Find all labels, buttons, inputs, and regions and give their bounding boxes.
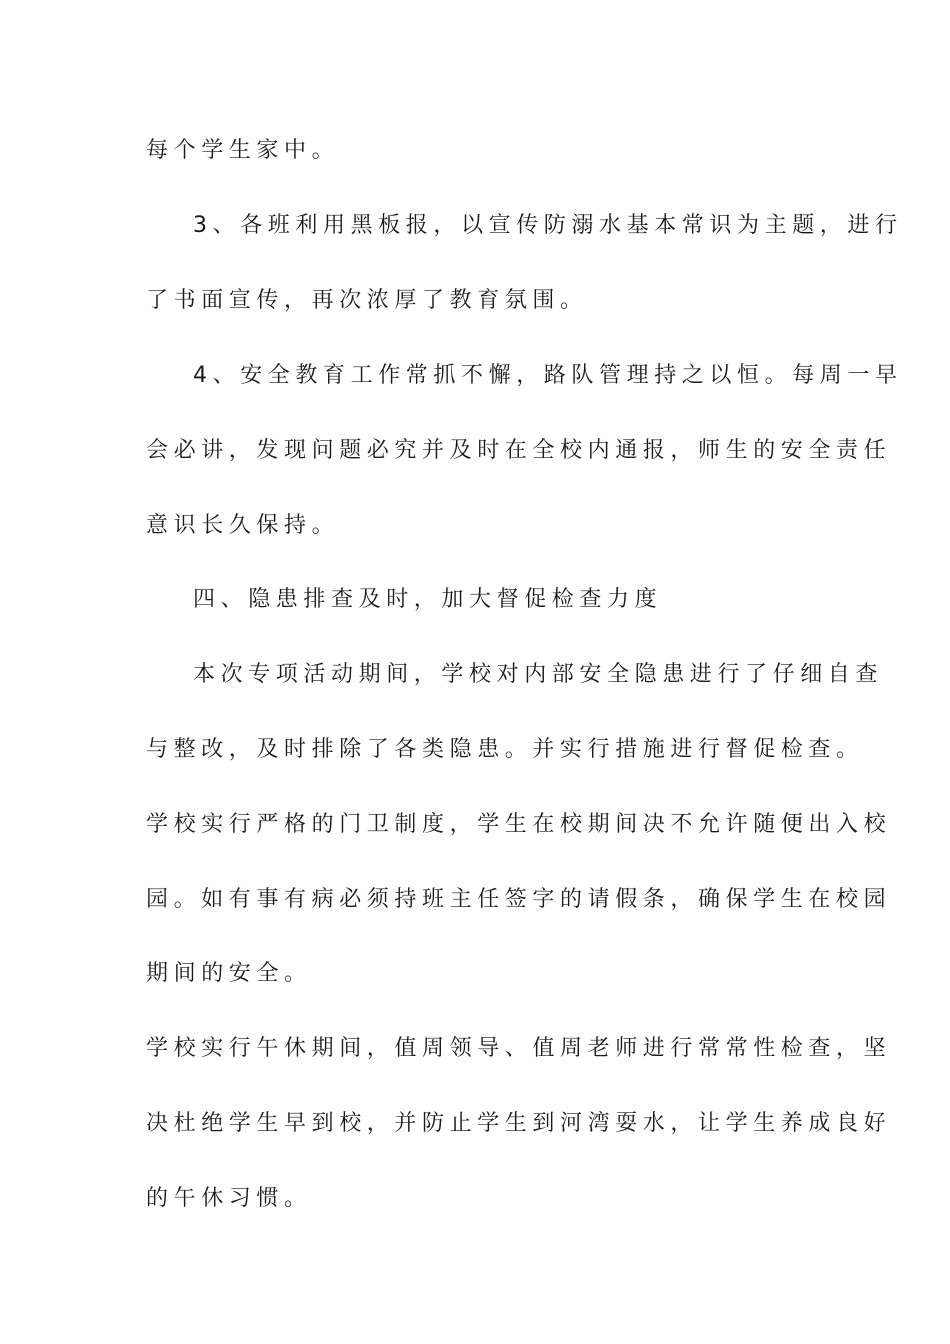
- section-heading: 四、隐患排查及时，加大督促检查力度: [193, 587, 663, 612]
- text-line: 决杜绝学生早到校，并防止学生到河湾耍水，让学生养成良好: [146, 1111, 892, 1136]
- paragraph-item-4: 4、安全教育工作常抓不懈，路队管理持之以恒。每周一早: [193, 363, 903, 388]
- text-line: 每个学生家中。: [146, 138, 340, 163]
- paragraph-start: 本次专项活动期间，学校对内部安全隐患进行了仔细自查: [193, 662, 884, 687]
- paragraph-item-3: 3、各班利用黑板报，以宣传防溺水基本常识为主题，进行: [193, 213, 903, 238]
- text-line: 的午休习惯。: [146, 1186, 312, 1211]
- text-line: 园。如有事有病必须持班主任签字的请假条，确保学生在校园: [146, 887, 892, 912]
- text-line: 与整改，及时排除了各类隐患。并实行措施进行督促检查。: [146, 737, 864, 762]
- paragraph-start: 学校实行午休期间，值周领导、值周老师进行常常性检查，坚: [146, 1036, 892, 1061]
- text-line: 期间的安全。: [146, 961, 312, 986]
- text-line: 了书面宣传，再次浓厚了教育氛围。: [146, 288, 588, 313]
- text-line: 意识长久保持。: [146, 513, 340, 538]
- paragraph-start: 学校实行严格的门卫制度，学生在校期间决不允许随便出入校: [146, 812, 892, 837]
- text-line: 会必讲，发现问题必究并及时在全校内通报，师生的安全责任: [146, 438, 892, 463]
